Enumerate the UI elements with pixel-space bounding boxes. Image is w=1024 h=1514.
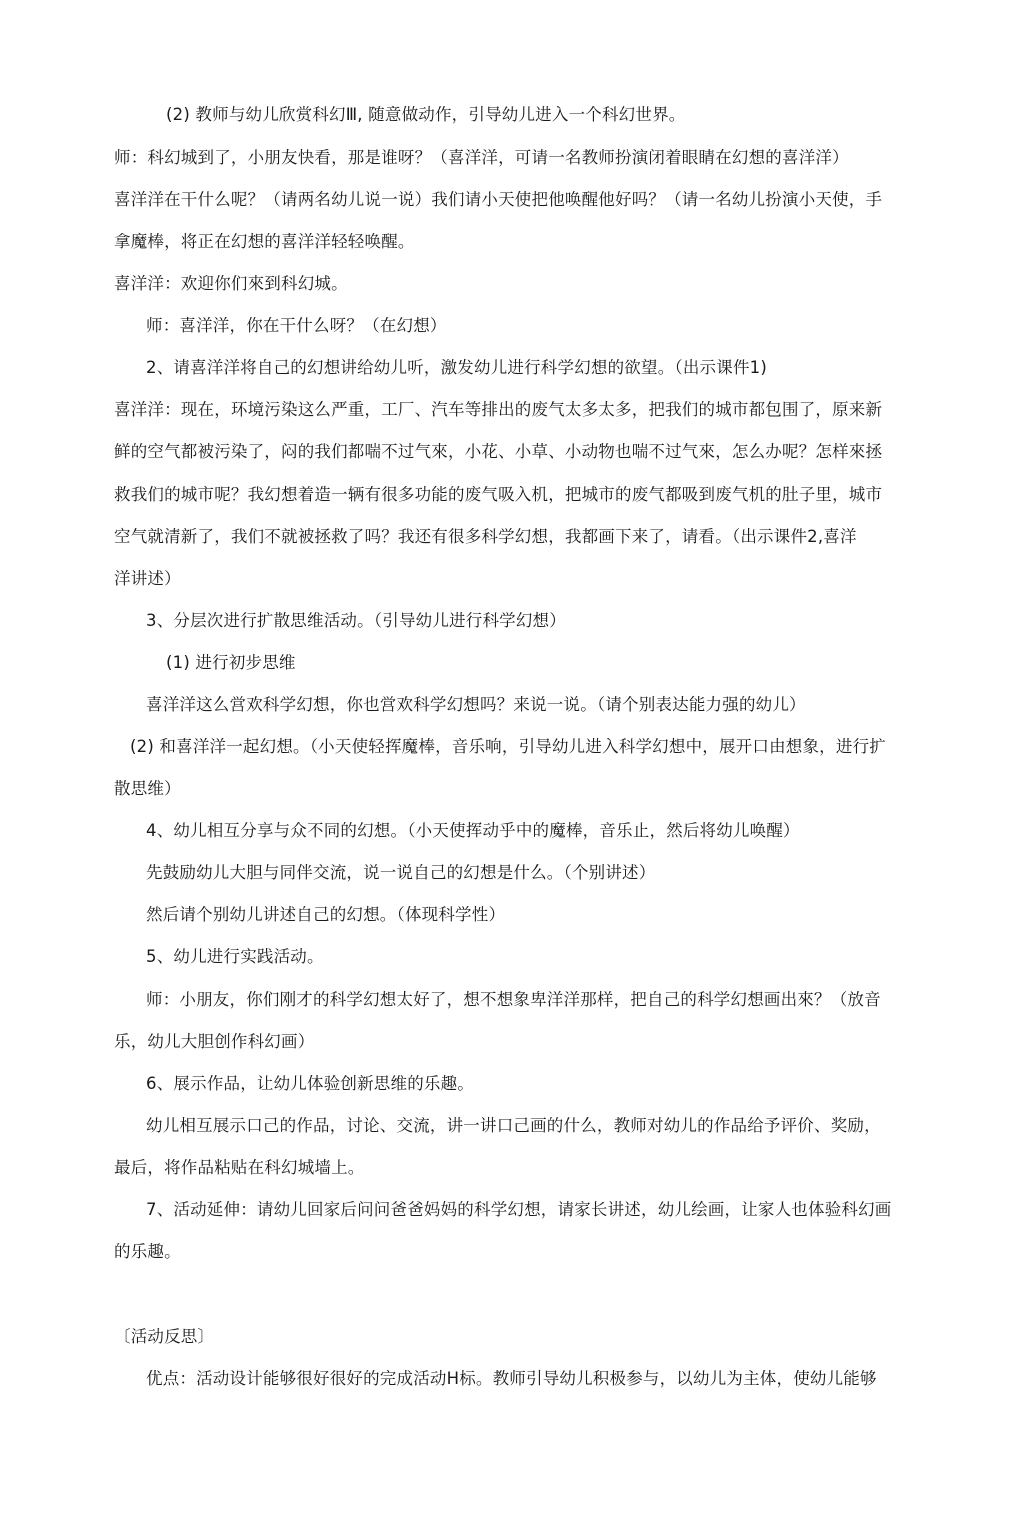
paragraph-line: 喜洋洋这么営欢科学幻想，你也営欢科学幻想吗？来说一说。（请个别表达能力强的幼儿） bbox=[146, 695, 806, 714]
paragraph-line: 优点：活动设计能够很好很好的完成活动H标。教师引导幼儿积极参与，以幼儿为主体，使幼儿能够 bbox=[146, 1369, 877, 1388]
paragraph-line: 幼儿相互展示口己的作品，讨论、交流，讲一讲口己画的什么，教师对幼儿的作品给予评价、奖励， bbox=[146, 1116, 881, 1135]
paragraph-line: 救我们的城市呢？我幻想着造一辆有很多功能的废气吸入机，把城市的废气都吸到废气机的肚子里，城市 bbox=[114, 485, 883, 504]
paragraph-line: 洋讲述） bbox=[114, 569, 181, 588]
paragraph-line: 拿魔棒，将正在幻想的喜洋洋轻轻唤醒。 bbox=[114, 232, 415, 251]
section-title: 〔活动反思〕 bbox=[114, 1327, 215, 1346]
paragraph-line: 喜洋洋：现在，环境污染这么严重，工厂、汽车等排出的废气太多太多，把我们的城市都包围了，原来新 bbox=[114, 400, 883, 419]
paragraph-line: 乐，幼儿大胆创作科幻画） bbox=[114, 1032, 315, 1051]
paragraph-line: 空气就清新了，我们不就被拯救了吗？我还有很多科学幻想，我都画下来了，请看。（出示课件2,喜洋 bbox=[114, 527, 857, 546]
sub-heading: (1) 进行初步思维 bbox=[166, 653, 296, 672]
paragraph-line: (2) 教师与幼儿欣赏科幻Ⅲ, 随意做动作，引导幼儿进入一个科幻世界。 bbox=[166, 105, 686, 124]
section-heading: 6、展示作品，让幼儿体验创新思维的乐趣。 bbox=[146, 1074, 474, 1093]
paragraph-line: 喜洋洋：欢迎你们來到科幻城。 bbox=[114, 274, 348, 293]
section-heading: 5、幼儿进行实践活动。 bbox=[146, 947, 324, 966]
sub-heading: (2) 和喜洋洋一起幻想。（小天使轻挥魔棒，音乐响，引导幼儿进入科学幻想中，展开口由想象，进行扩 bbox=[130, 737, 886, 756]
paragraph-line: 师：科幻城到了，小朋友快看，那是谁呀？（喜洋洋，可请一名教师扮演闭着眼睛在幻想的喜洋洋） bbox=[114, 148, 849, 167]
section-heading: 3、分层次进行扩散思维活动。（引导幼儿进行科学幻想） bbox=[146, 611, 566, 630]
paragraph-line: 散思维） bbox=[114, 779, 181, 798]
paragraph-line: 然后请个别幼儿讲述自己的幻想。（体现科学性） bbox=[146, 905, 506, 924]
section-heading: 7、活动延伸：请幼儿回家后问问爸爸妈妈的科学幻想，请家长讲述，幼儿绘画，让家人也体验科幻画 bbox=[146, 1200, 892, 1219]
paragraph-line: 先鼓励幼儿大胆与同伴交流，说一说自己的幻想是什么。（个别讲述） bbox=[146, 863, 656, 882]
paragraph-line: 最后，将作品粘贴在科幻城墙上。 bbox=[114, 1158, 365, 1177]
section-heading: 2、请喜洋洋将自己的幻想讲给幼儿听，激发幼儿进行科学幻想的欲望。（出示课件1) bbox=[146, 358, 767, 377]
section-heading: 4、幼儿相互分享与众不同的幻想。（小天使挥动乎中的魔棒，音乐止，然后将幼儿唤醒） bbox=[146, 821, 800, 840]
paragraph-line: 的乐趣。 bbox=[114, 1242, 181, 1261]
paragraph-line: 鲜的空气都被污染了，闷的我们都喘不过气來，小花、小草、小动物也喘不过气來，怎么办呢？怎样來拯 bbox=[114, 442, 883, 461]
paragraph-line: 喜洋洋在干什么呢？（请两名幼儿说一说）我们请小天使把他唤醒他好吗？（请一名幼儿扮演小天使，手 bbox=[114, 190, 883, 209]
paragraph-line: 师：小朋友，你们刚才的科学幻想太好了，想不想象卑洋洋那样，把自己的科学幻想画出來？（放音 bbox=[146, 990, 881, 1009]
paragraph-line: 师：喜洋洋，你在干什么呀？（在幻想） bbox=[146, 316, 447, 335]
